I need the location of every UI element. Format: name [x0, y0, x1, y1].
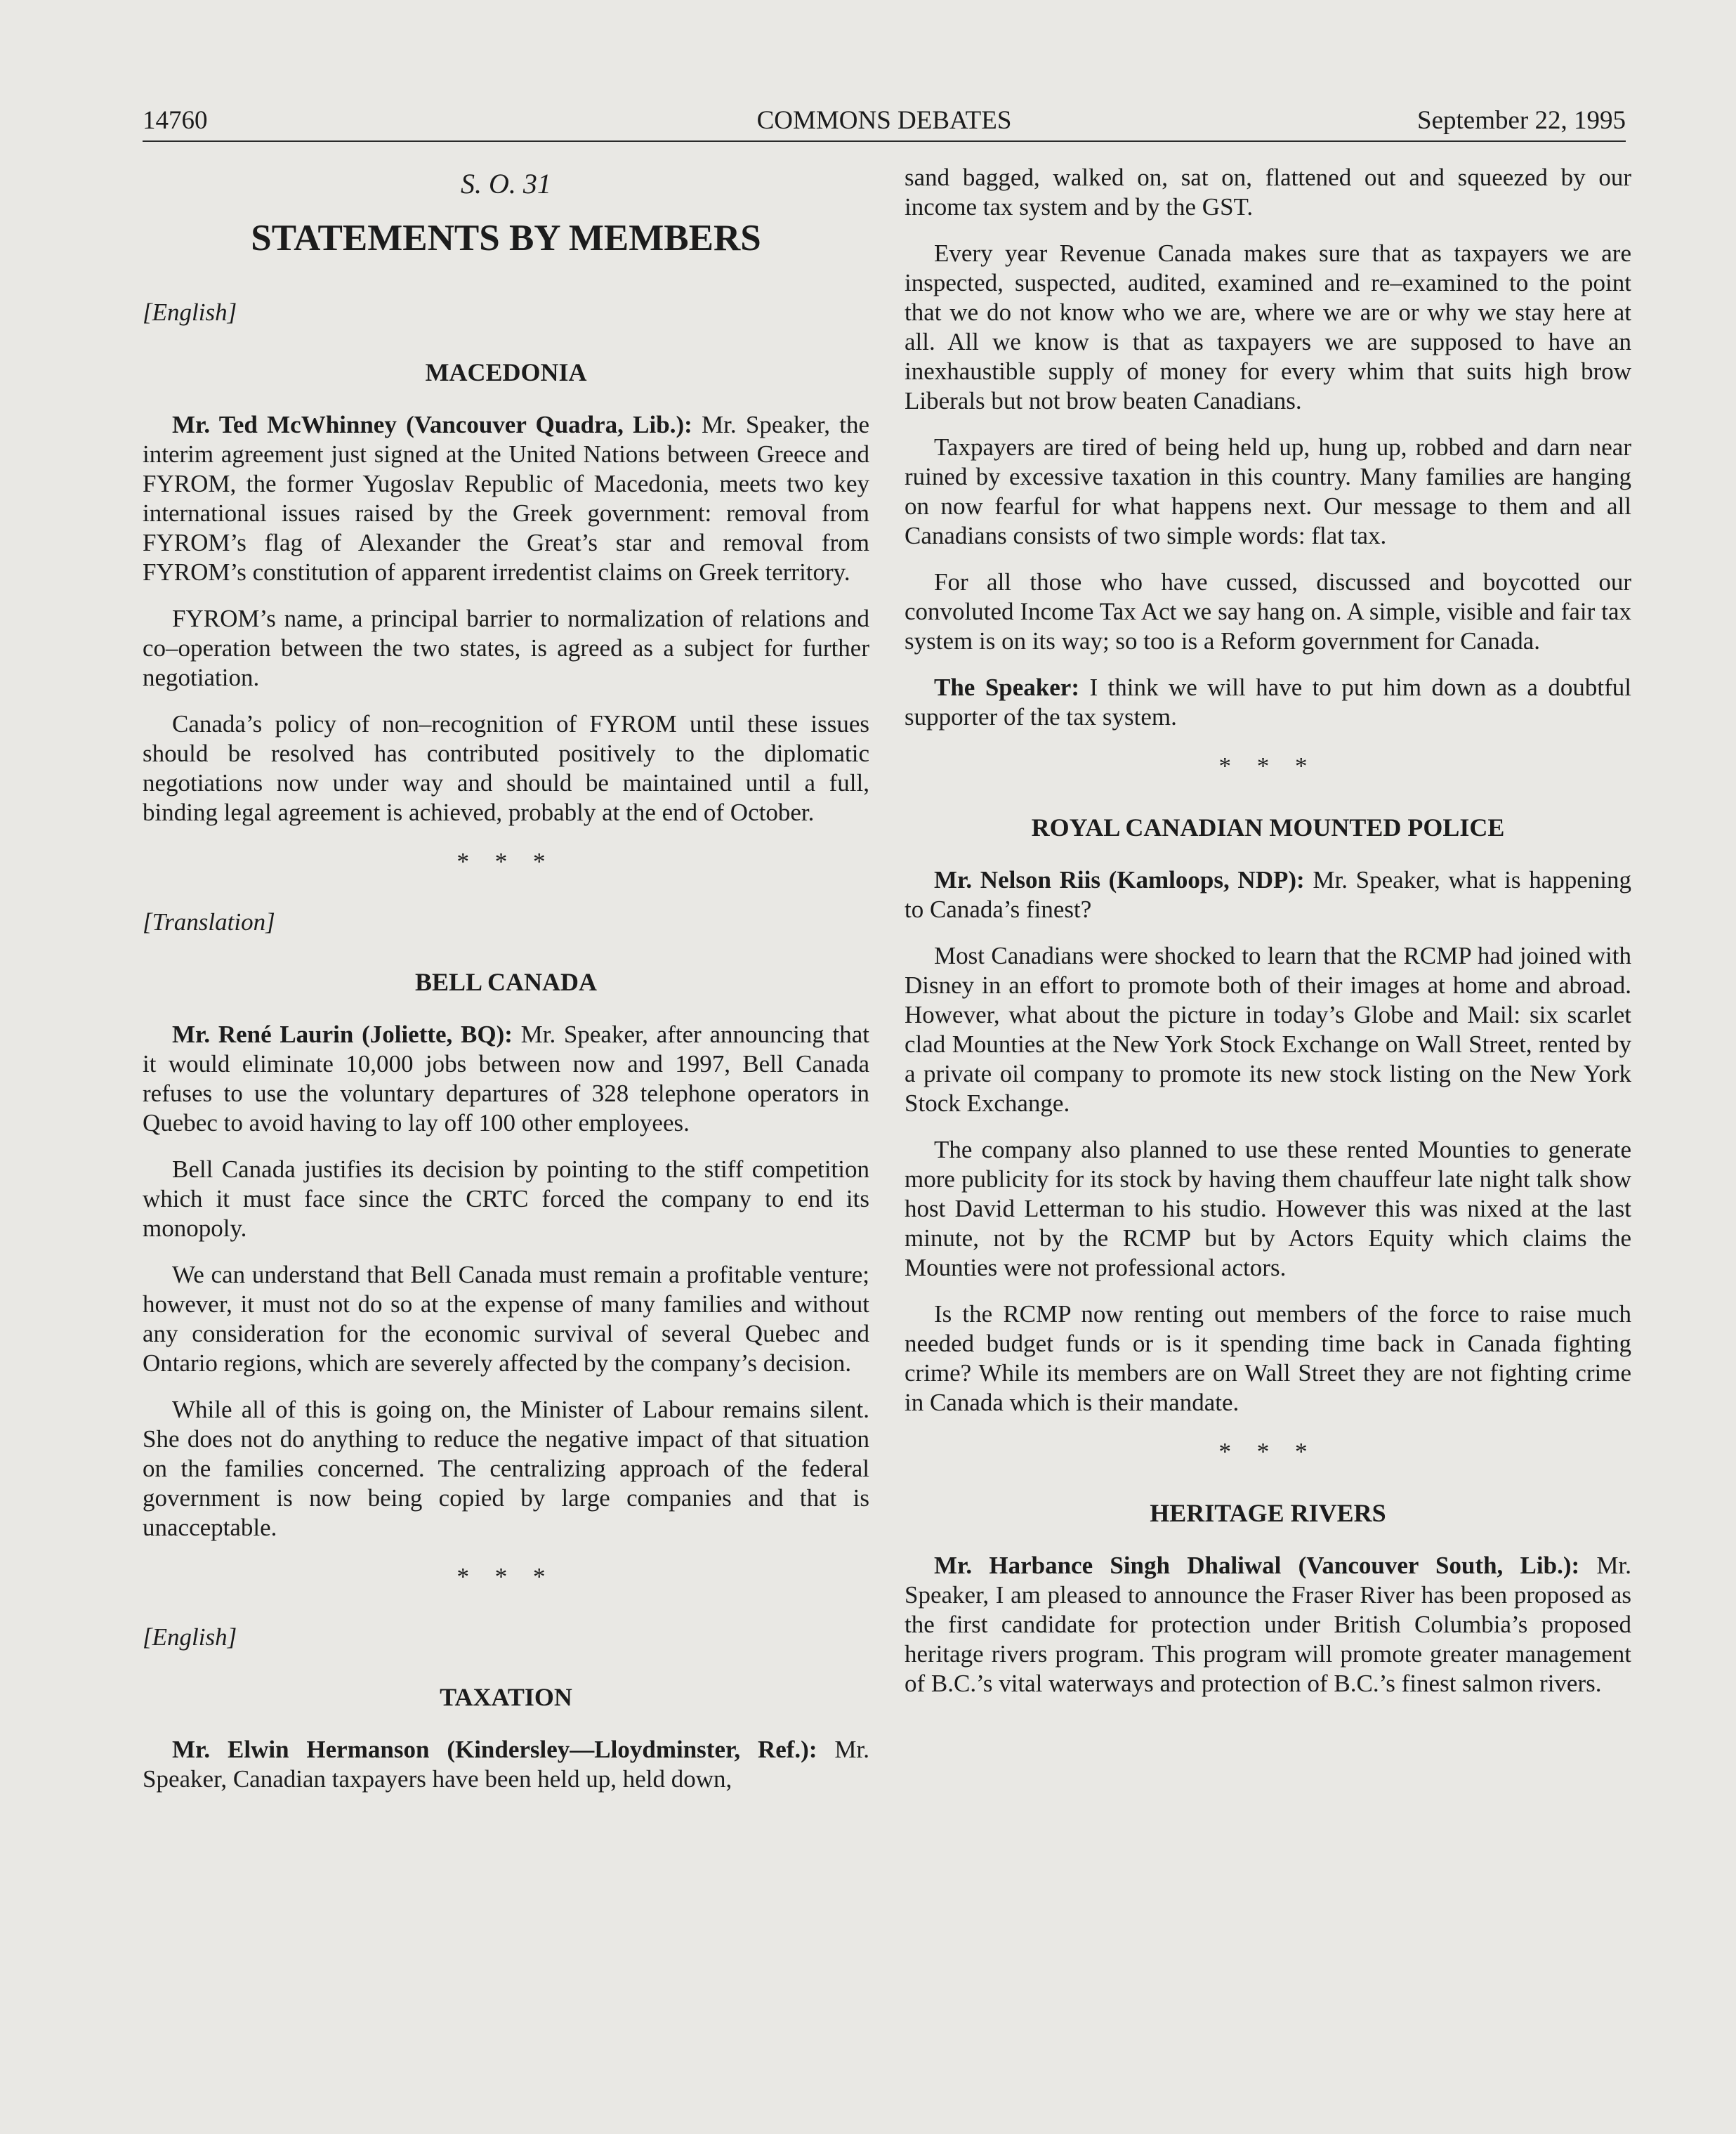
- standing-order-label: S. O. 31: [461, 168, 551, 199]
- speaker-name: Mr. René Laurin (Joliette, BQ):: [172, 1021, 513, 1048]
- paragraph-text: Mr. Speaker, what is happening to Canada’s finest?: [905, 866, 1632, 923]
- language-tag: [English]: [143, 299, 237, 326]
- paragraph: Most Canadians were shocked to learn that the RCMP had joined with Disney in an effort to promote both of their images at home and abroad. However, what about the picture in today’s Globe and Mail: six scarlet clad Mounties at the New York Stock Exchange on Wall Street, rented by a private oil company to promote its new stock listing on the New York Stock Exchange.: [905, 942, 1631, 1117]
- statement-paragraph: [905, 865, 1631, 924]
- paragraph-continuation: sand bagged, walked on, sat on, flattened out and squeezed by our income tax system and by the GST.: [905, 164, 1631, 221]
- paragraph-text: Mr. Speaker, after announcing that it would eliminate 10,000 jobs between now and 1997, Bell Canada refuses to use the voluntary departures of 328 telephone operators in Quebec to avoid having to lay off 100 other employees.: [143, 1021, 869, 1137]
- subhead-heritage-rivers: HERITAGE RIVERS: [1150, 1499, 1386, 1527]
- publication-title: COMMONS DEBATES: [756, 106, 1012, 135]
- paragraph: For all those who have cussed, discussed and boycotted our convoluted Income Tax Act we say hang on. A simple, visible and fair tax system is on its way; so too is a Reform government for Canada.: [905, 568, 1631, 655]
- speaker-name: Mr. Harbance Singh Dhaliwal (Vancouver South, Lib.):: [934, 1552, 1580, 1579]
- subhead-macedonia: MACEDONIA: [425, 358, 587, 386]
- left-column: [143, 163, 869, 1811]
- page-number: 14760: [143, 106, 208, 135]
- statement-paragraph: [143, 410, 869, 587]
- section-separator: * * *: [1218, 1438, 1317, 1465]
- paragraph: Bell Canada justifies its decision by pointing to the stiff competition which it must face since the CRTC forced the company to end its monopoly.: [143, 1156, 869, 1242]
- paragraph: Is the RCMP now renting out members of the force to raise much needed budget funds or is it spending time back in Canada fighting crime? While its members are on Wall Street they are not fighting crime in Canada which is their mandate.: [905, 1300, 1631, 1416]
- paragraph: Every year Revenue Canada makes sure that as taxpayers we are inspected, suspected, audited, examined and re–examined to the point that we do not know who we are, where we are or why we stay here at all. All we know is that as taxpayers we are supposed to have an inexhaustible supply of money for every whim that suits high brow Liberals but not brow beaten Canadians.: [905, 240, 1631, 414]
- subhead-rcmp: ROYAL CANADIAN MOUNTED POLICE: [1031, 813, 1505, 842]
- header-rule: [143, 140, 1626, 142]
- section-title: STATEMENTS BY MEMBERS: [251, 218, 761, 258]
- section-separator: * * *: [456, 848, 555, 875]
- paragraph-text: Mr. Speaker, I am pleased to announce the Fraser River has been proposed as the first candidate for protection under British Columbia’s proposed heritage rivers program. This program will promote greater management of B.C.’s vital waterways and protection of B.C.’s finest salmon rivers.: [905, 1552, 1631, 1697]
- speaker-name: Mr. Ted McWhinney (Vancouver Quadra, Lib.):: [172, 411, 692, 438]
- paragraph: We can understand that Bell Canada must remain a profitable venture; however, it must not do so at the expense of many families and without any consideration for the economic survival of several Quebec and Ontario regions, which are severely affected by the company’s decision.: [143, 1261, 869, 1377]
- running-header: [143, 101, 1626, 140]
- paragraph: The company also planned to use these rented Mounties to generate more publicity for its stock by having them chauffeur late night talk show host David Letterman to his studio. However this was nixed at the last minute, not by the RCMP but by Actors Equity which claims the Mounties were not professional actors.: [905, 1136, 1631, 1281]
- statement-paragraph: [905, 1551, 1631, 1698]
- speaker-name: Mr. Nelson Riis (Kamloops, NDP):: [934, 866, 1305, 893]
- paragraph: FYROM’s name, a principal barrier to normalization of relations and co–operation between the two states, is agreed as a subject for further negotiation.: [143, 605, 869, 691]
- speaker-name: The Speaker:: [934, 674, 1079, 701]
- statement-paragraph: [905, 673, 1631, 732]
- subhead-taxation: TAXATION: [440, 1683, 572, 1711]
- language-tag: [Translation]: [143, 908, 275, 936]
- speaker-name: Mr. Elwin Hermanson (Kindersley—Lloydminster, Ref.):: [172, 1736, 817, 1763]
- right-column: [905, 163, 1631, 1715]
- paragraph: Canada’s policy of non–recognition of FYROM until these issues should be resolved has contributed positively to the diplomatic negotiations now under way and should be maintained until a full, binding legal agreement is achieved, probably at the end of October.: [143, 710, 869, 826]
- subhead-bell-canada: BELL CANADA: [414, 968, 598, 996]
- paragraph: Taxpayers are tired of being held up, hung up, robbed and darn near ruined by excessive taxation in this country. Many families are hanging on now fearful for what happens next. Our message to them and all Canadians consists of two simple words: flat tax.: [905, 433, 1631, 549]
- section-separator: * * *: [456, 1563, 555, 1590]
- statement-paragraph: [143, 1020, 869, 1138]
- paragraph: While all of this is going on, the Minister of Labour remains silent. She does not do anything to reduce the negative impact of that situation on the families concerned. The centralizing approach of the federal government is now being copied by large companies and that is unacceptable.: [143, 1396, 869, 1541]
- statement-paragraph: [143, 1735, 869, 1794]
- paragraph-text: I think we will have to put him down as a doubtful supporter of the tax system.: [905, 674, 1631, 731]
- paragraph-text: Mr. Speaker, Canadian taxpayers have been held up, held down,: [143, 1736, 870, 1793]
- language-tag: [English]: [143, 1623, 237, 1651]
- paragraph-text: Mr. Speaker, the interim agreement just signed at the United Nations between Greece and FYROM, the former Yugoslav Republic of Macedonia, meets two key international issues raised by the Greek government: removal from FYROM’s flag of Alexander the Great’s star and removal from FYROM’s constitution of apparent irredentist claims on Greek territory.: [143, 411, 869, 586]
- header-date: September 22, 1995: [1417, 106, 1626, 135]
- section-separator: * * *: [1218, 752, 1317, 780]
